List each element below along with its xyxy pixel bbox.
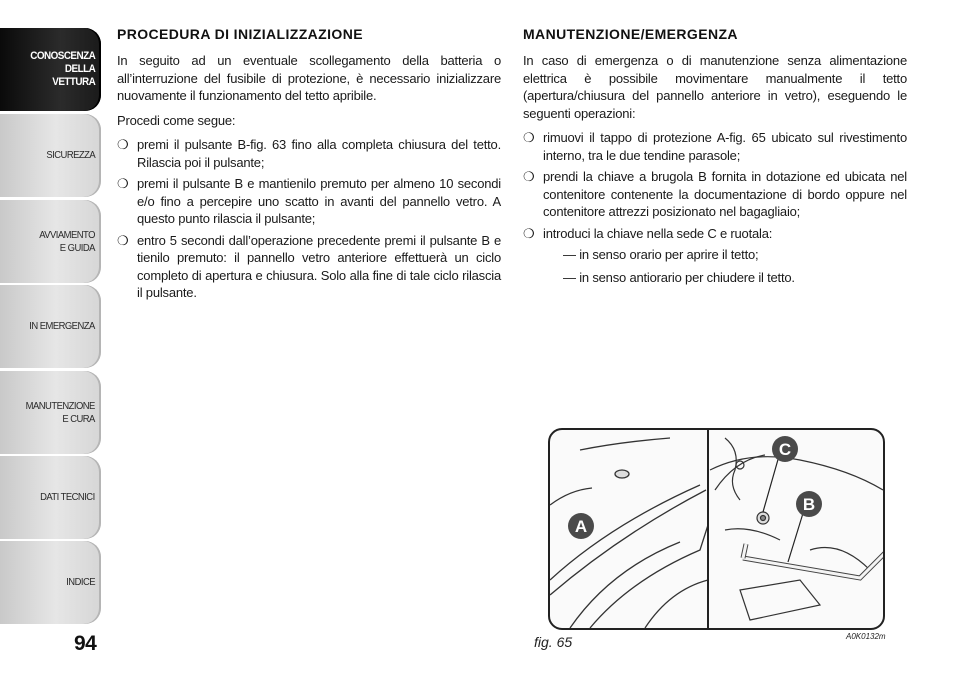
tab-conoscenza-della-vettura[interactable] [0, 28, 101, 111]
list-item [117, 232, 501, 302]
sub-item: — in senso antiorario per chiudere il tetto. [563, 270, 795, 285]
figure-65-illustration [548, 428, 885, 630]
tab-label: INDICE [66, 576, 95, 588]
section-title: PROCEDURA DI INIZIALIZZAZIONE [117, 26, 363, 42]
list-item-text: rimuovi il tappo di protezione A-fig. 65 ubicato sul rivestimento interno, tra le due tendine parasole; [543, 130, 907, 163]
list-item [523, 225, 907, 289]
label-c [772, 436, 798, 462]
tab-label: AVVIAMENTO E GUIDA [39, 228, 95, 254]
tab-label: IN EMERGENZA [29, 320, 95, 332]
bullet-icon: ❍ [523, 225, 535, 241]
label-a [568, 513, 594, 539]
tab-in-emergenza[interactable] [0, 285, 101, 368]
list-item [523, 129, 907, 164]
tab-label: MANUTENZIONE E CURA [25, 399, 95, 425]
tab-avviamento-e-guida[interactable] [0, 200, 101, 283]
section-inizializzazione [117, 26, 501, 306]
list-item [117, 175, 501, 228]
list-item-text: introduci la chiave nella sede C e ruotala: [543, 225, 773, 241]
list-item-text: premi il pulsante B e mantienilo premuto per almeno 10 secondi e/o fino a percepire uno scatto in avanti del pannello vetro. A questo punto rilascia il pulsante; [137, 176, 501, 226]
list-item-text: entro 5 secondi dall’operazione precedente premi il pulsante B e tienilo premuto: il pannello vetro anteriore effettuerà un ciclo completo di apertura e chiusura. Solo alla fine di tale ciclo rilascia il pulsante. [137, 232, 501, 300]
bullet-icon: ❍ [523, 130, 535, 145]
tab-label: DATI TECNICI [40, 491, 95, 503]
tab-label: CONOSCENZA DELLA VETTURA [29, 50, 95, 88]
bullet-icon: ❍ [117, 137, 129, 152]
tab-label: SICUREZZA [46, 149, 95, 161]
figure-caption: fig. 65 [534, 634, 573, 650]
tab-manutenzione-e-cura[interactable] [0, 371, 101, 454]
step-list [523, 129, 907, 288]
section-manutenzione-emergenza [523, 26, 907, 292]
section-title: MANUTENZIONE/EMERGENZA [523, 26, 738, 42]
sub-item: — in senso orario per aprire il tetto; [563, 247, 759, 262]
list-item [117, 136, 501, 171]
roof-interior-drawing [550, 430, 883, 628]
mechanism-drawing [710, 438, 883, 620]
tab-sicurezza[interactable] [0, 114, 101, 197]
list-item-text: premi il pulsante B-fig. 63 fino alla completa chiusura del tetto. Rilascia poi il pulsante; [137, 137, 501, 170]
label-c-text: C [778, 440, 792, 459]
label-b [796, 491, 822, 517]
list-item-text: prendi la chiave a brugola B fornita in dotazione ed ubicata nel contenitore contenente la documentazione di bordo oppure nel contenitore attrezzi posizionato nel bagagliaio; [543, 169, 907, 219]
lead-paragraph: Procedi come segue: [117, 112, 236, 128]
tab-indice[interactable] [0, 541, 101, 624]
bullet-icon: ❍ [117, 176, 129, 191]
label-a-text: A [574, 517, 588, 536]
label-b-text: B [802, 495, 816, 514]
intro-paragraph: In caso di emergenza o di manutenzione senza alimentazione elettrica è possibile movimentare manualmente il tetto (apertura/chiusura del pannello anteriore in vetro), eseguendo le seguenti operazioni: [523, 53, 907, 121]
step-list [117, 136, 501, 302]
tab-dati-tecnici[interactable] [0, 456, 101, 539]
intro-paragraph: In seguito ad un eventuale scollegamento della batteria o all’interruzione del fusibile di protezione, è necessario inizializzare nuovamente il funzionamento del tetto apribile. [117, 53, 501, 103]
bullet-icon: ❍ [117, 232, 129, 248]
list-item [523, 168, 907, 221]
bullet-icon: ❍ [523, 169, 535, 184]
page-number: 94 [74, 632, 97, 655]
figure-code: A0K0132m [846, 632, 886, 641]
